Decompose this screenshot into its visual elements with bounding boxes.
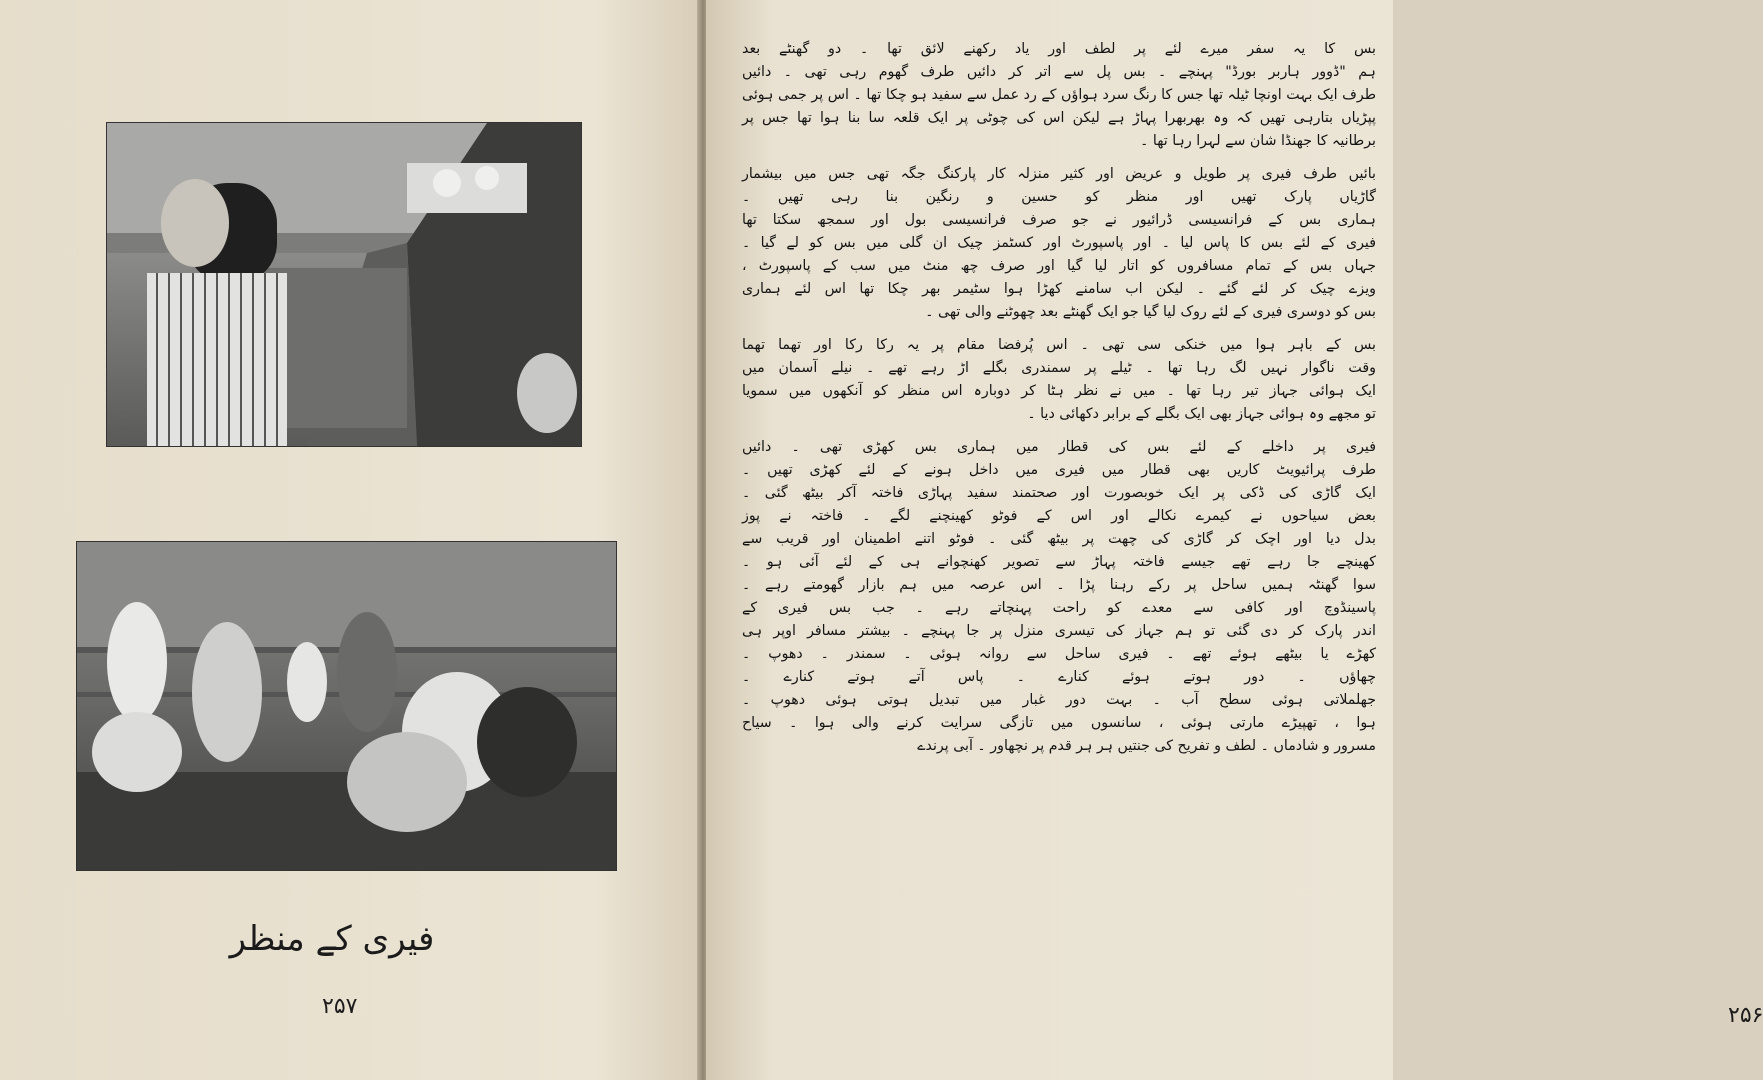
text-line: فیری کے لئے بس کا پاس لیا ۔ اور پاسپورٹ اور کسٹمز چیک ان گلی میں بس کو لے گیا ۔ <box>742 235 1376 251</box>
text-line: اندر پارک کر دی گئی تو ہم جہاز کی تیسری منزل پر جا پہنچے ۔ بیشتر مسافر اوپر ہی <box>742 623 1376 639</box>
text-line: ہوا ، تھپیڑے مارتی ہوئی ، سانسوں میں تازگی سرایت کرنے والی ہوا ۔ سیاح <box>742 715 1376 731</box>
text-line: بدل دیا اور اچک کر گاڑی کی چھت پر بیٹھ گئی ۔ فوٹو اتنے اطمینان اور قریب سے <box>742 531 1376 547</box>
left-page <box>0 0 700 1080</box>
text-line: پاسینڈوچ اور کافی سے معدے کو راحت پہنچاتے رہے ۔ جب بس فیری کے <box>742 600 1376 616</box>
text-line: برطانیہ کا جھنڈا شان سے لہرا رہا تھا ۔ <box>1140 133 1376 149</box>
text-line: ایک گاڑی کی ڈکی پر ایک خوبصورت اور صحتمند سفید پہاڑی فاختہ آکر بیٹھ گئی ۔ <box>742 485 1376 501</box>
text-line: بائیں طرف فیری پر طویل و عریض اور کثیر منزلہ کار پارکنگ جگہ تھی جس میں بیشمار <box>742 166 1376 182</box>
text-line: تو مجھے وہ ہوائی جہاز بھی ایک بگلے کے برابر دکھائی دیا ۔ <box>1027 406 1376 422</box>
text-line: بس کو دوسری فیری کے لئے روک لیا گیا جو ایک گھنٹے بعد چھوٹنے والی تھی ۔ <box>925 304 1376 320</box>
paragraph <box>742 436 1376 758</box>
text-line: بعض سیاحوں نے کیمرے نکالے اور اس کے فوٹو کھینچنے لگے ۔ فاختہ نے پوز <box>742 508 1376 524</box>
text-line: طرف ایک بہت اونچا ٹیلہ تھا جس کا رنگ سرد ہواؤں کے رد عمل سے سفید ہو چکا تھا ۔ اس پر جمی ہوئی <box>742 87 1376 103</box>
text-line: ویزے چیک کر لئے گئے ۔ لیکن اب سامنے کھڑا ہوا سٹیمر بھر چکا تھا اس لئے ہماری <box>742 281 1376 297</box>
text-line: کھڑے یا بیٹھے ہوئے تھے ۔ فیری ساحل سے روانہ ہوئی ۔ سمندر ۔ دھوپ ۔ <box>742 646 1376 662</box>
paragraph-gap <box>742 153 1376 163</box>
text-line: فیری پر داخلے کے لئے بس کی قطار میں ہماری بس کھڑی تھی ۔ دائیں <box>742 439 1376 455</box>
text-line: پپڑیاں بتارہی تھیں کہ وہ بھربھرا پہاڑ ہے لیکن اس کی چوٹی پر ایک قلعہ سا بنا ہوا تھا جس پر <box>742 110 1376 126</box>
text-line: ایک ہوائی جہاز تیر رہا تھا ۔ میں نے نظر ہٹا کر دوبارہ اس منظر کو آنکھوں میں سمویا <box>742 383 1376 399</box>
body-text <box>742 38 1376 993</box>
text-line: بس کے باہر ہوا میں خنکی سی تھی ۔ اس پُرفضا مقام پر یہ رکا رکا اور تھما تھما <box>742 337 1376 353</box>
paragraph <box>742 163 1376 324</box>
text-line: سوا گھنٹہ ہمیں ساحل پر رکے رہنا پڑا ۔ اس عرصہ میں ہم بازار گھومتے رہے ۔ <box>742 577 1376 593</box>
paragraph-gap <box>742 324 1376 334</box>
text-line: جھلملاتی ہوئی سطح آب ۔ بہت دور غبار میں تبدیل ہوتی ہوئی دھوپ ۔ <box>742 692 1376 708</box>
text-line: چھاؤں ۔ دور ہوتے ہوئے کنارے ۔ پاس آتے ہوتے کنارے ۔ <box>742 669 1376 685</box>
paragraph <box>742 38 1376 153</box>
text-line: ہماری بس کے فرانسیسی ڈرائیور نے جو صرف فرانسیسی بول اور سمجھ سکتا تھا <box>742 212 1376 228</box>
text-line: طرف پرائیویٹ کاریں بھی قطار میں فیری میں داخل ہونے کے لئے کھڑی تھیں ۔ <box>742 462 1376 478</box>
text-line: ہم "ڈوور ہاربر بورڈ" پہنچے ۔ بس پل سے اتر کر دائیں طرف گھوم رہی تھی ۔ دائیں <box>742 64 1376 80</box>
photo-caption: فیری کے منظر <box>229 919 435 959</box>
text-line: گاڑیاں پارک تھیں اور منظر کو حسین و رنگین بنا رہی تھیں ۔ <box>742 189 1376 205</box>
paragraph <box>742 334 1376 426</box>
text-line: وقت ناگوار نہیں لگ رہا تھا ۔ ٹیلے پر سمندری بگلے اڑ رہے تھے ۔ نیلے آسمان میں <box>742 360 1376 376</box>
text-line: جہاں بس کے تمام مسافروں کو اتار لیا گیا اور صرف چھ منٹ میں سب کے پاسپورٹ ، <box>742 258 1376 274</box>
page-number-right: ۲۵۶ <box>1728 1003 1763 1028</box>
text-line: کھینچے جا رہے تھے جیسے فاختہ پہاڑ سے تصویر کھنچوانے ہی کے لئے آئی ہو ۔ <box>742 554 1376 570</box>
paragraph-gap <box>742 426 1376 436</box>
photo-passengers-on-deck <box>76 541 617 871</box>
text-line: بس کا یہ سفر میرے لئے پر لطف اور یاد رکھنے لائق تھا ۔ دو گھنٹے بعد <box>742 41 1376 57</box>
page-number-left: ۲۵۷ <box>322 994 358 1019</box>
text-line: مسرور و شادماں ۔ لطف و تفریح کی جنتیں ہر ہر قدم پر نچھاور ۔ آبی پرندے <box>917 738 1376 754</box>
photo-man-on-ferry-deck <box>106 122 582 447</box>
